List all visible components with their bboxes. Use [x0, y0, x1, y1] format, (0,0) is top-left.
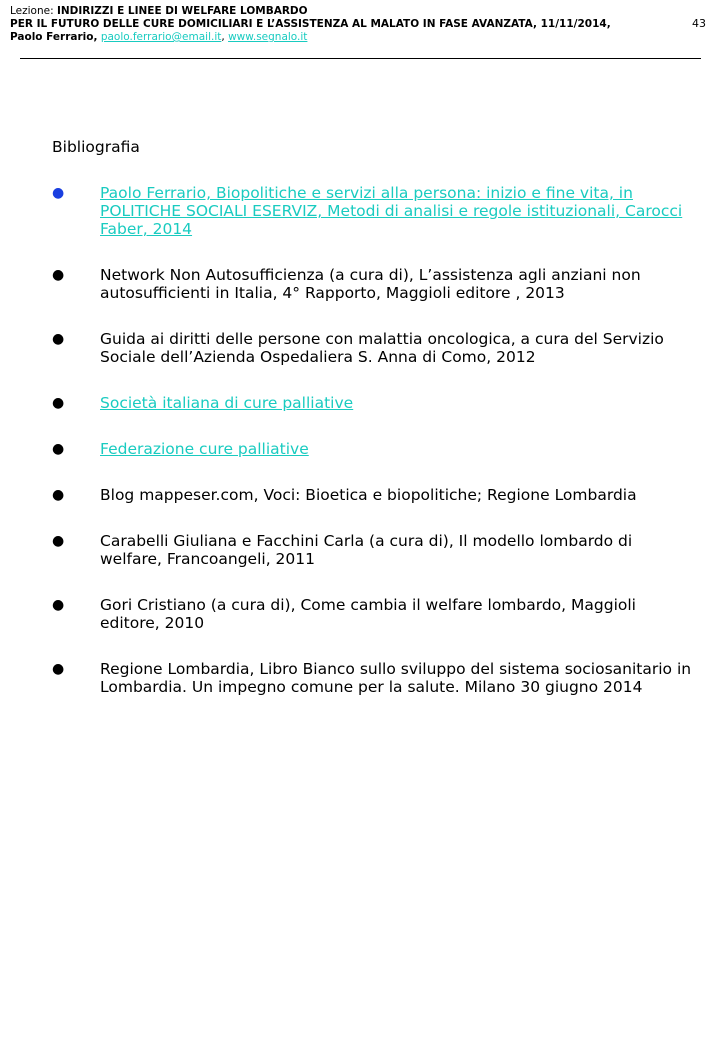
bullet-icon: ● — [52, 597, 65, 613]
lezione-title: INDIRIZZI E LINEE DI WELFARE LOMBARDO — [56, 5, 308, 17]
header-line-3 — [10, 31, 611, 44]
list-item — [52, 440, 692, 458]
list-item — [52, 532, 692, 568]
list-item — [52, 486, 692, 504]
list-item — [52, 394, 692, 412]
email-link[interactable]: paolo.ferrario@email.it — [100, 31, 222, 43]
list-item — [52, 184, 692, 238]
bibliography-link[interactable]: Federazione cure palliative — [100, 440, 309, 458]
bibliography-entry: Gori Cristiano (a cura di), Come cambia il welfare lombardo, Maggioli editore, 2010 — [100, 596, 636, 632]
bibliography-entry: Network Non Autosufficienza (a cura di), L’assistenza agli anziani non autosufficienti in Italia, 4° Rapporto, Maggioli editore , 2013 — [100, 266, 641, 302]
list-item — [52, 266, 692, 302]
bullet-icon: ● — [52, 331, 65, 347]
list-item — [52, 660, 692, 696]
bullet-icon: ● — [52, 441, 65, 457]
bullet-icon: ● — [52, 185, 65, 201]
bullet-icon: ● — [52, 395, 65, 411]
header-line-1 — [10, 5, 611, 18]
page-header — [10, 5, 611, 44]
author-name: Paolo Ferrario, — [10, 31, 98, 43]
bibliography-entry: Blog mappeser.com, Voci: Bioetica e biopolitiche; Regione Lombardia — [100, 486, 637, 504]
bullet-icon: ● — [52, 267, 65, 283]
lecture-subtitle: PER IL FUTURO DELLE CURE DOMICILIARI E L’ASSISTENZA AL MALATO IN FASE AVANZATA, 11/11/2014, — [10, 18, 611, 30]
separator: , — [221, 31, 229, 43]
bibliography-link[interactable]: Società italiana di cure palliative — [100, 394, 354, 412]
bibliography-list — [52, 184, 692, 724]
website-link[interactable]: www.segnalo.it — [228, 31, 308, 43]
bullet-icon: ● — [52, 661, 65, 677]
bullet-icon: ● — [52, 533, 65, 549]
bullet-icon: ● — [52, 487, 65, 503]
page-number: 43 — [692, 17, 706, 30]
section-title: Bibliografia — [52, 138, 140, 156]
bibliography-entry: Guida ai diritti delle persone con malattia oncologica, a cura del Servizio Sociale dell’Azienda Ospedaliera S. Anna di Como, 2012 — [100, 330, 664, 366]
header-line-2 — [10, 18, 611, 31]
bibliography-link[interactable]: Paolo Ferrario, Biopolitiche e servizi alla persona: inizio e fine vita, in POLITICHE SOCIALI ESERVIZ, Metodi di analisi e regole istituzionali, Carocci Faber, 2014 — [100, 184, 683, 238]
bibliography-entry: Regione Lombardia, Libro Bianco sullo sviluppo del sistema sociosanitario in Lombardia. Un impegno comune per la salute. Milano 30 giugno 2014 — [100, 660, 692, 696]
list-item — [52, 330, 692, 366]
header-divider — [20, 58, 701, 59]
bibliography-entry: Carabelli Giuliana e Facchini Carla (a cura di), Il modello lombardo di welfare, Francoangeli, 2011 — [100, 532, 633, 568]
lezione-label: Lezione: — [10, 5, 57, 17]
list-item — [52, 596, 692, 632]
